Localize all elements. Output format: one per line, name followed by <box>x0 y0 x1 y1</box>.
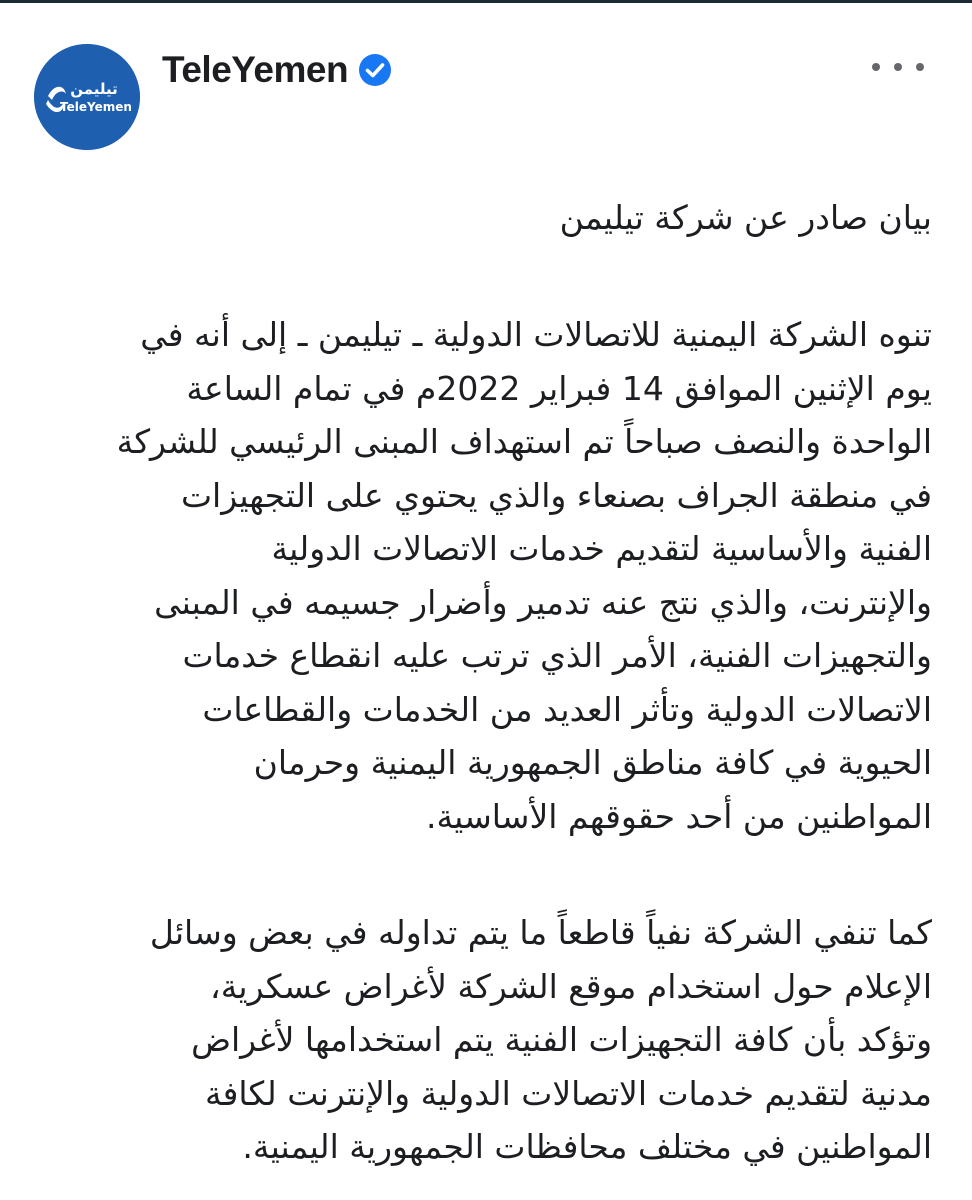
avatar[interactable] <box>34 44 140 150</box>
post-header <box>162 46 392 94</box>
post-line: والتجهيزات الفنية، الأمر الذي ترتب عليه انقطاع خدمات <box>182 636 932 675</box>
post-line: يوم الإثنين الموافق 14 فبراير 2022م في تمام الساعة <box>186 368 932 408</box>
post-title: بيان صادر عن شركة تيليمن <box>559 198 932 237</box>
post-line: الفنية والأساسية لتقديم خدمات الاتصالات الدولية <box>271 529 932 568</box>
post-line: تنوه الشركة اليمنية للاتصالات الدولية ـ تيليمن ـ إلى أنه في <box>140 315 932 354</box>
post-line: والإنترنت، والذي نتج عنه تدمير وأضرار جسيمه في المبنى <box>154 582 932 622</box>
post-line: في منطقة الجراف بصنعاء والذي يحتوي على التجهيزات <box>180 475 932 515</box>
post-line: المواطنين في مختلف محافظات الجمهورية اليمنية. <box>242 1127 932 1166</box>
post-line: مدنية لتقديم خدمات الاتصالات الدولية والإنترنت لكافة <box>204 1073 932 1113</box>
post-paragraph-1 <box>20 308 932 843</box>
post-line: كما تنفي الشركة نفياً قاطعاً ما يتم تداوله في بعض وسائل <box>149 913 932 952</box>
more-options-icon <box>894 63 902 71</box>
avatar-logo-english: TeleYemen <box>60 100 132 114</box>
avatar-logo-arabic: تيليمن <box>70 80 118 98</box>
post-line: الإعلام حول استخدام موقع الشركة لأغراض عسكرية، <box>210 966 932 1006</box>
post-paragraph-2 <box>20 906 932 1174</box>
post-line: الاتصالات الدولية وتأثر العديد من الخدمات والقطاعات <box>202 689 932 729</box>
account-name[interactable]: TeleYemen <box>162 49 349 90</box>
post-line: الحيوية في كافة مناطق الجمهورية اليمنية وحرمان <box>253 743 932 782</box>
verified-badge-icon <box>358 53 392 87</box>
more-options-icon <box>872 63 880 71</box>
post-line: وتؤكد بأن كافة التجهيزات الفنية يتم استخدامها لأغراض <box>191 1020 932 1059</box>
post-line: المواطنين من أحد حقوقهم الأساسية. <box>425 796 932 836</box>
top-divider <box>0 0 972 3</box>
post-line: الواحدة والنصف صباحاً تم استهداف المبنى الرئيسي للشركة <box>116 422 932 461</box>
more-options-button[interactable] <box>868 50 928 84</box>
more-options-icon <box>916 63 924 71</box>
